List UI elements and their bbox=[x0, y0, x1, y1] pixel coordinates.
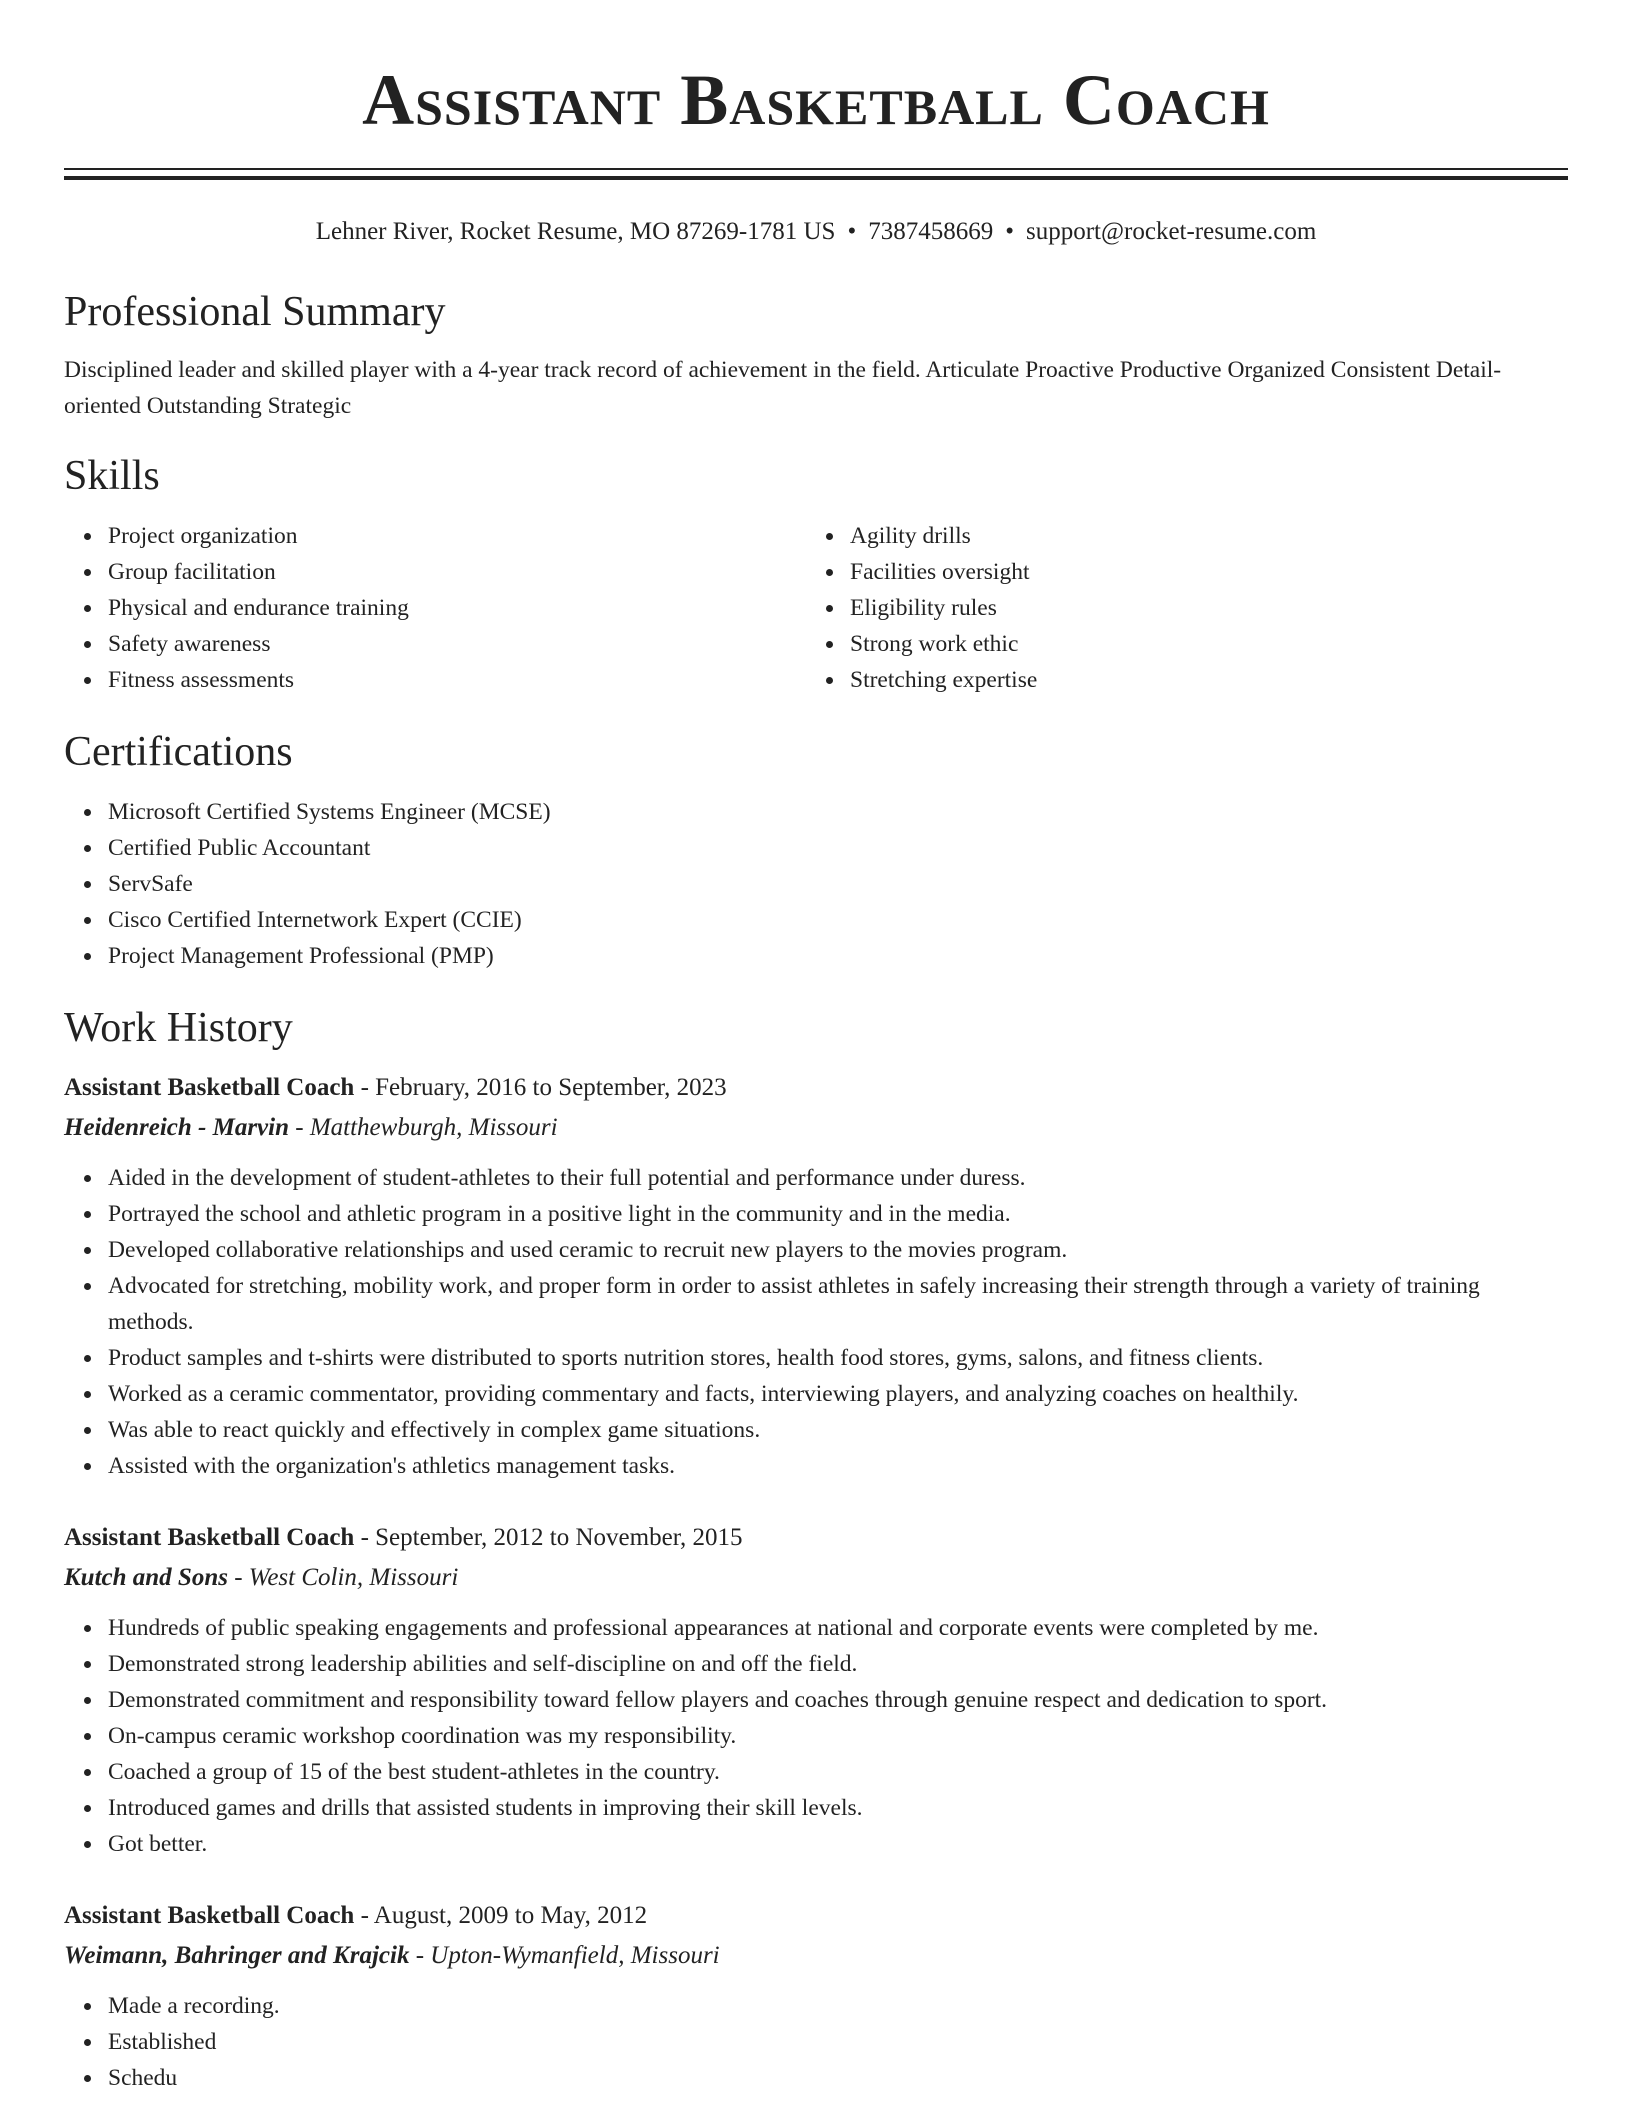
skills-column-left bbox=[64, 518, 806, 698]
job-entry bbox=[64, 1518, 1568, 1862]
summary-heading: Professional Summary bbox=[64, 289, 446, 335]
work-history-section bbox=[64, 1002, 1568, 2096]
certification-item: Microsoft Certified Systems Engineer (MCSE) bbox=[108, 794, 1568, 830]
job-duty-item: Demonstrated commitment and responsibility toward fellow players and coaches through genuine respect and dedication to sport. bbox=[108, 1682, 1568, 1718]
job-duty-item: On-campus ceramic workshop coordination was my responsibility. bbox=[108, 1718, 1568, 1754]
job-duty-item: Introduced games and drills that assisted students in improving their skill levels. bbox=[108, 1790, 1568, 1826]
job-duty-item: Schedu bbox=[108, 2060, 1568, 2096]
skills-grid bbox=[64, 518, 1568, 698]
job-duty-item: Made a recording. bbox=[108, 1988, 1568, 2024]
job-duty-item: Was able to react quickly and effectively in complex game situations. bbox=[108, 1412, 1568, 1448]
job-company: Weimann, Bahringer and Krajcik bbox=[64, 1942, 410, 1969]
job-company-line bbox=[64, 1108, 1568, 1148]
skill-item: Safety awareness bbox=[108, 626, 806, 662]
job-duties-list bbox=[64, 1160, 1568, 1484]
job-duty-item: Worked as a ceramic commentator, providing commentary and facts, interviewing players, and analyzing coaches on healthily. bbox=[108, 1376, 1568, 1412]
job-company-line bbox=[64, 1558, 1568, 1598]
work-history-heading: Work History bbox=[64, 1005, 293, 1051]
job-title: Assistant Basketball Coach bbox=[64, 1902, 355, 1929]
certifications-heading: Certifications bbox=[64, 729, 293, 775]
skills-list-left bbox=[64, 518, 806, 698]
contact-email: support@rocket-resume.com bbox=[1026, 218, 1317, 245]
contact-address: Lehner River, Rocket Resume, MO 87269-1781 US bbox=[315, 218, 836, 245]
skills-section bbox=[64, 450, 1568, 698]
certification-item: Cisco Certified Internetwork Expert (CCIE) bbox=[108, 902, 1568, 938]
skills-heading: Skills bbox=[64, 453, 160, 499]
skill-item: Facilities oversight bbox=[850, 554, 1548, 590]
job-location: - Matthewburgh, Missouri bbox=[289, 1114, 558, 1141]
summary-section bbox=[64, 286, 1568, 424]
skill-item: Stretching expertise bbox=[850, 662, 1548, 698]
job-title: Assistant Basketball Coach bbox=[64, 1074, 355, 1101]
certification-item: Project Management Professional (PMP) bbox=[108, 938, 1568, 974]
job-entry bbox=[64, 1896, 1568, 2096]
job-duty-item: Advocated for stretching, mobility work, and proper form in order to assist athletes in safely increasing their strength through a variety of training methods. bbox=[108, 1268, 1568, 1340]
job-title: Assistant Basketball Coach bbox=[64, 1524, 355, 1551]
resume-title: Assistant Basketball Coach bbox=[362, 60, 1270, 140]
job-duties-list bbox=[64, 1988, 1568, 2096]
skill-item: Fitness assessments bbox=[108, 662, 806, 698]
contact-phone: 7387458669 bbox=[868, 218, 994, 245]
skills-list-right bbox=[806, 518, 1548, 698]
certifications-list bbox=[64, 794, 1568, 974]
contact-separator: • bbox=[1005, 218, 1014, 245]
title-divider bbox=[64, 168, 1568, 180]
job-dates: - September, 2012 to November, 2015 bbox=[354, 1524, 743, 1551]
job-duties-list bbox=[64, 1610, 1568, 1862]
certification-item: Certified Public Accountant bbox=[108, 830, 1568, 866]
job-title-line bbox=[64, 1518, 1568, 1558]
contact-line bbox=[64, 216, 1568, 248]
job-company: Kutch and Sons bbox=[64, 1564, 228, 1591]
job-duty-item: Coached a group of 15 of the best student-athletes in the country. bbox=[108, 1754, 1568, 1790]
job-title-line bbox=[64, 1896, 1568, 1936]
skill-item: Agility drills bbox=[850, 518, 1548, 554]
skill-item: Project organization bbox=[108, 518, 806, 554]
skill-item: Eligibility rules bbox=[850, 590, 1548, 626]
job-company: Heidenreich - Marvin bbox=[64, 1114, 289, 1141]
skills-column-right bbox=[806, 518, 1548, 698]
job-duty-item: Got better. bbox=[108, 1826, 1568, 1862]
contact-separator: • bbox=[847, 218, 857, 245]
job-duty-item: Demonstrated strong leadership abilities and self-discipline on and off the field. bbox=[108, 1646, 1568, 1682]
skill-item: Strong work ethic bbox=[850, 626, 1548, 662]
summary-text: Disciplined leader and skilled player with a 4-year track record of achievement in the field. Articulate Proactive Productive Organized Consistent Detail-oriented Outstanding Strategic bbox=[64, 357, 1502, 419]
job-entry bbox=[64, 1068, 1568, 1484]
job-duty-item: Assisted with the organization's athletics management tasks. bbox=[108, 1448, 1568, 1484]
job-dates: - February, 2016 to September, 2023 bbox=[354, 1074, 727, 1101]
job-duty-item: Established bbox=[108, 2024, 1568, 2060]
job-duty-item: Aided in the development of student-athletes to their full potential and performance under duress. bbox=[108, 1160, 1568, 1196]
job-duty-item: Portrayed the school and athletic program in a positive light in the community and in the media. bbox=[108, 1196, 1568, 1232]
job-duty-item: Developed collaborative relationships and used ceramic to recruit new players to the movies program. bbox=[108, 1232, 1568, 1268]
job-title-line bbox=[64, 1068, 1568, 1108]
skill-item: Physical and endurance training bbox=[108, 590, 806, 626]
certifications-section bbox=[64, 726, 1568, 974]
skill-item: Group facilitation bbox=[108, 554, 806, 590]
job-dates: - August, 2009 to May, 2012 bbox=[354, 1902, 648, 1929]
job-company-line bbox=[64, 1936, 1568, 1976]
job-location: - West Colin, Missouri bbox=[227, 1564, 459, 1591]
job-location: - Upton-Wymanfield, Missouri bbox=[409, 1942, 720, 1969]
job-duty-item: Product samples and t-shirts were distributed to sports nutrition stores, health food stores, gyms, salons, and fitness clients. bbox=[108, 1340, 1568, 1376]
certification-item: ServSafe bbox=[108, 866, 1568, 902]
job-duty-item: Hundreds of public speaking engagements and professional appearances at national and corporate events were completed by me. bbox=[108, 1610, 1568, 1646]
